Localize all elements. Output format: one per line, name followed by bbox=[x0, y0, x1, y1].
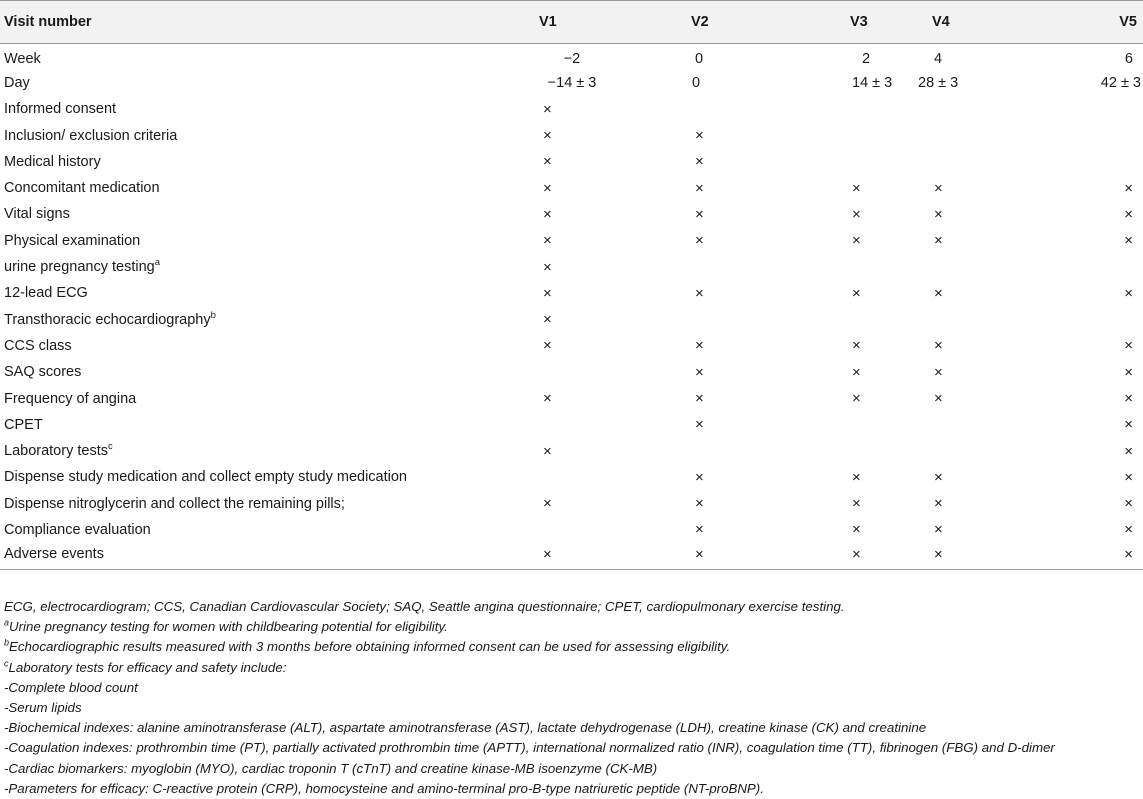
footnote-b-text: Echocardiographic results measured with 3 months before obtaining informed consent can be used for assessing eligibility. bbox=[9, 639, 731, 655]
visit-v5-cell bbox=[1080, 385, 1143, 411]
visit-v2-cell bbox=[628, 175, 794, 201]
visit-v4-cell bbox=[890, 306, 1080, 332]
visit-v2-cell bbox=[628, 464, 794, 490]
visit-v1-cell bbox=[520, 254, 628, 280]
visit-v1-cell bbox=[520, 201, 628, 227]
lab-item: -Biochemical indexes: alanine aminotransferase (ALT), aspartate aminotransferase (AST), lactate dehydrogenase (LDH), creatine kinase (CK) and creatinine bbox=[4, 720, 927, 736]
visit-v2-cell bbox=[628, 491, 794, 517]
assessment-label bbox=[0, 149, 520, 175]
day-v5: 42 ± 3 bbox=[1100, 74, 1141, 91]
visit-v5-cell bbox=[1080, 280, 1143, 306]
performed-mark: × bbox=[695, 495, 704, 513]
lab-item: -Parameters for efficacy: C-reactive protein (CRP), homocysteine and amino-terminal pro-B-type natriuretic peptide (NT-proBNP). bbox=[4, 780, 764, 796]
visit-v3-cell bbox=[794, 385, 890, 411]
visit-v5-cell bbox=[1080, 254, 1143, 280]
assessment-label-text: Frequency of angina bbox=[4, 390, 137, 407]
visit-v5-cell bbox=[1080, 359, 1143, 385]
performed-mark: × bbox=[852, 495, 861, 513]
performed-mark: × bbox=[543, 153, 552, 171]
table-row bbox=[0, 96, 1143, 122]
performed-mark: × bbox=[934, 468, 943, 486]
performed-mark: × bbox=[852, 284, 861, 302]
performed-mark: × bbox=[695, 363, 704, 381]
footnote-marker: b bbox=[210, 309, 216, 321]
performed-mark: × bbox=[934, 521, 943, 539]
footnote-c-mark: c bbox=[4, 658, 9, 669]
table-row bbox=[0, 438, 1143, 464]
performed-mark: × bbox=[695, 153, 704, 171]
performed-mark: × bbox=[1124, 284, 1133, 302]
performed-mark: × bbox=[852, 390, 861, 407]
table-row bbox=[0, 517, 1143, 543]
table-row bbox=[0, 385, 1143, 411]
assessment-label-text: Inclusion/ exclusion criteria bbox=[4, 127, 178, 144]
performed-mark: × bbox=[934, 284, 943, 302]
table-row bbox=[0, 412, 1143, 438]
visit-v2-cell bbox=[628, 359, 794, 385]
visit-v3-cell bbox=[794, 412, 890, 438]
visit-v4-cell bbox=[890, 438, 1080, 464]
day-v2: 0 bbox=[692, 74, 701, 91]
assessment-label bbox=[0, 543, 520, 569]
lab-item: -Coagulation indexes: prothrombin time (PT), partially activated prothrombin time (APTT), international normalized ratio (INR), coagulation time (TT), fibrinogen (FBG) and D-dimer bbox=[4, 740, 1055, 756]
visit-v1-cell bbox=[520, 464, 628, 490]
assessment-label-text: Medical history bbox=[4, 153, 101, 170]
visit-v3-cell bbox=[794, 175, 890, 201]
assessment-label bbox=[0, 438, 520, 464]
performed-mark: × bbox=[934, 232, 943, 250]
performed-mark: × bbox=[1124, 468, 1133, 486]
day-v1: −14 ± 3 bbox=[547, 74, 597, 91]
visit-v4-cell bbox=[890, 543, 1080, 569]
visit-v4-cell bbox=[890, 464, 1080, 490]
visit-v2-cell bbox=[628, 201, 794, 227]
visit-v4-cell bbox=[890, 333, 1080, 359]
performed-mark: × bbox=[1124, 442, 1133, 460]
table-header bbox=[0, 1, 1143, 44]
table-row bbox=[0, 280, 1143, 306]
assessment-label bbox=[0, 175, 520, 201]
visit-v2-cell bbox=[628, 280, 794, 306]
visit-v1-cell bbox=[520, 438, 628, 464]
day-row bbox=[0, 70, 1143, 96]
performed-mark: × bbox=[543, 232, 552, 250]
visit-v3-cell bbox=[794, 96, 890, 122]
assessment-label bbox=[0, 491, 520, 517]
visit-v2-cell bbox=[628, 306, 794, 332]
performed-mark: × bbox=[1124, 416, 1133, 434]
visit-v4-cell bbox=[890, 359, 1080, 385]
assessment-label bbox=[0, 306, 520, 332]
performed-mark: × bbox=[852, 337, 861, 355]
week-v5: 6 bbox=[1124, 51, 1133, 68]
performed-mark: × bbox=[543, 284, 552, 302]
footnote-c bbox=[4, 658, 1134, 678]
visit-v5-cell bbox=[1080, 491, 1143, 517]
performed-mark: × bbox=[852, 363, 861, 381]
table-row bbox=[0, 254, 1143, 280]
performed-mark: × bbox=[1124, 179, 1133, 197]
performed-mark: × bbox=[695, 205, 704, 223]
assessment-label-text: Dispense nitroglycerin and collect the remaining pills; bbox=[4, 495, 345, 512]
assessment-label-text: Vital signs bbox=[4, 206, 70, 223]
visit-v5-cell bbox=[1080, 412, 1143, 438]
performed-mark: × bbox=[543, 258, 552, 276]
table-row bbox=[0, 122, 1143, 148]
week-v3: 2 bbox=[862, 51, 871, 68]
abbreviations-note: ECG, electrocardiogram; CCS, Canadian Cardiovascular Society; SAQ, Seattle angina questionnaire; CPET, cardiopulmonary exercise testing. bbox=[4, 599, 845, 614]
visit-v5-cell bbox=[1080, 122, 1143, 148]
visit-v4-cell bbox=[890, 491, 1080, 517]
table-row bbox=[0, 543, 1143, 569]
day-label: Day bbox=[4, 74, 30, 91]
performed-mark: × bbox=[1124, 390, 1133, 407]
visit-v3-cell bbox=[794, 122, 890, 148]
performed-mark: × bbox=[934, 205, 943, 223]
day-v3: 14 ± 3 bbox=[852, 74, 893, 91]
visit-v5-cell bbox=[1080, 517, 1143, 543]
day-v4: 28 ± 3 bbox=[918, 74, 959, 91]
footnote-marker: c bbox=[107, 441, 113, 453]
assessment-label bbox=[0, 517, 520, 543]
visit-v1-cell bbox=[520, 96, 628, 122]
assessment-label bbox=[0, 385, 520, 411]
footnote-a-text: Urine pregnancy testing for women with childbearing potential for eligibility. bbox=[9, 619, 448, 635]
assessment-label-text: CCS class bbox=[4, 337, 72, 354]
visit-v2-cell bbox=[628, 517, 794, 543]
assessment-label-text: SAQ scores bbox=[4, 364, 82, 381]
performed-mark: × bbox=[695, 337, 704, 355]
visit-v5-cell bbox=[1080, 438, 1143, 464]
assessment-label-text: Adverse events bbox=[4, 546, 104, 563]
visit-v4-cell bbox=[890, 96, 1080, 122]
footnote-b bbox=[4, 637, 1134, 657]
visit-v1-cell bbox=[520, 543, 628, 569]
performed-mark: × bbox=[695, 232, 704, 250]
performed-mark: × bbox=[934, 179, 943, 197]
visit-v4-cell bbox=[890, 254, 1080, 280]
visit-v3-cell bbox=[794, 306, 890, 332]
visit-v5-cell bbox=[1080, 175, 1143, 201]
visit-v1-cell bbox=[520, 306, 628, 332]
footnote-a bbox=[4, 617, 1134, 637]
table-row bbox=[0, 201, 1143, 227]
assessment-label-text: Transthoracic echocardiography bbox=[4, 311, 211, 328]
week-v4: 4 bbox=[934, 51, 943, 68]
visit-v5-cell bbox=[1080, 201, 1143, 227]
performed-mark: × bbox=[1124, 337, 1133, 355]
header-v5: V5 bbox=[1080, 1, 1143, 44]
visit-v1-cell bbox=[520, 175, 628, 201]
visit-v3-cell bbox=[794, 438, 890, 464]
performed-mark: × bbox=[543, 337, 552, 355]
visit-v4-cell bbox=[890, 280, 1080, 306]
assessment-label-text: urine pregnancy testing bbox=[4, 259, 155, 276]
lab-item: -Cardiac biomarkers: myoglobin (MYO), cardiac troponin T (cTnT) and creatine kinase-MB isoenzyme (CK-MB) bbox=[4, 760, 658, 776]
table-row bbox=[0, 333, 1143, 359]
performed-mark: × bbox=[934, 390, 943, 407]
assessment-label bbox=[0, 96, 520, 122]
performed-mark: × bbox=[543, 495, 552, 513]
visit-v2-cell bbox=[628, 412, 794, 438]
performed-mark: × bbox=[852, 205, 861, 223]
performed-mark: × bbox=[695, 545, 704, 563]
visit-v3-cell bbox=[794, 149, 890, 175]
visit-v3-cell bbox=[794, 333, 890, 359]
assessment-label-text: Physical examination bbox=[4, 232, 141, 249]
table-row bbox=[0, 491, 1143, 517]
footnote-marker: a bbox=[154, 257, 161, 269]
header-v1: V1 bbox=[520, 1, 628, 44]
assessment-label-text: CPET bbox=[4, 416, 43, 433]
visit-v2-cell bbox=[628, 96, 794, 122]
header-v4: V4 bbox=[890, 1, 1080, 44]
visit-v4-cell bbox=[890, 517, 1080, 543]
visit-v5-cell bbox=[1080, 228, 1143, 254]
visit-v3-cell bbox=[794, 228, 890, 254]
visit-v4-cell bbox=[890, 175, 1080, 201]
visit-v1-cell bbox=[520, 412, 628, 438]
assessment-label bbox=[0, 201, 520, 227]
table-row bbox=[0, 175, 1143, 201]
visit-v1-cell bbox=[520, 491, 628, 517]
performed-mark: × bbox=[695, 416, 704, 434]
performed-mark: × bbox=[1124, 232, 1133, 250]
week-label: Week bbox=[4, 51, 41, 68]
performed-mark: × bbox=[695, 468, 704, 486]
visit-v4-cell bbox=[890, 201, 1080, 227]
visit-v4-cell bbox=[890, 122, 1080, 148]
visit-v2-cell bbox=[628, 385, 794, 411]
performed-mark: × bbox=[543, 127, 552, 145]
visit-v2-cell bbox=[628, 228, 794, 254]
visit-v2-cell bbox=[628, 543, 794, 569]
visit-v1-cell bbox=[520, 280, 628, 306]
visit-v3-cell bbox=[794, 517, 890, 543]
performed-mark: × bbox=[543, 311, 552, 329]
assessment-label bbox=[0, 333, 520, 359]
performed-mark: × bbox=[543, 545, 552, 563]
performed-mark: × bbox=[934, 495, 943, 513]
performed-mark: × bbox=[543, 205, 552, 223]
header-v2: V2 bbox=[628, 1, 794, 44]
header-row bbox=[0, 1, 1143, 44]
visit-v5-cell bbox=[1080, 543, 1143, 569]
performed-mark: × bbox=[695, 390, 704, 407]
assessment-label-text: 12-lead ECG bbox=[4, 285, 88, 302]
visit-v1-cell bbox=[520, 517, 628, 543]
assessment-label bbox=[0, 254, 520, 280]
performed-mark: × bbox=[543, 100, 552, 118]
table-row bbox=[0, 464, 1143, 490]
table-footnotes bbox=[4, 597, 1134, 799]
assessment-label bbox=[0, 228, 520, 254]
visit-v2-cell bbox=[628, 149, 794, 175]
performed-mark: × bbox=[1124, 495, 1133, 513]
visit-v1-cell bbox=[520, 149, 628, 175]
assessment-label-text: Concomitant medication bbox=[4, 180, 160, 197]
visit-v3-cell bbox=[794, 464, 890, 490]
visit-v2-cell bbox=[628, 254, 794, 280]
visit-v3-cell bbox=[794, 359, 890, 385]
performed-mark: × bbox=[852, 468, 861, 486]
performed-mark: × bbox=[852, 179, 861, 197]
week-row bbox=[0, 44, 1143, 70]
performed-mark: × bbox=[543, 179, 552, 197]
performed-mark: × bbox=[543, 442, 552, 460]
visit-v3-cell bbox=[794, 280, 890, 306]
footnote-b-mark: b bbox=[4, 637, 10, 648]
performed-mark: × bbox=[852, 232, 861, 250]
visit-v4-cell bbox=[890, 228, 1080, 254]
visit-v2-cell bbox=[628, 438, 794, 464]
footnote-a-mark: a bbox=[4, 617, 10, 628]
lab-item: -Complete blood count bbox=[4, 679, 138, 695]
visit-v5-cell bbox=[1080, 149, 1143, 175]
performed-mark: × bbox=[1124, 521, 1133, 539]
visit-v1-cell bbox=[520, 359, 628, 385]
visit-v2-cell bbox=[628, 122, 794, 148]
performed-mark: × bbox=[934, 337, 943, 355]
visit-v1-cell bbox=[520, 333, 628, 359]
visit-v1-cell bbox=[520, 228, 628, 254]
performed-mark: × bbox=[695, 127, 704, 145]
assessment-label bbox=[0, 359, 520, 385]
footnote-c-text: Laboratory tests for efficacy and safety include: bbox=[8, 659, 287, 675]
performed-mark: × bbox=[543, 390, 552, 407]
performed-mark: × bbox=[695, 521, 704, 539]
week-v2: 0 bbox=[695, 51, 704, 68]
visit-v4-cell bbox=[890, 385, 1080, 411]
visit-v3-cell bbox=[794, 543, 890, 569]
table-row bbox=[0, 359, 1143, 385]
visit-v3-cell bbox=[794, 254, 890, 280]
visit-v5-cell bbox=[1080, 96, 1143, 122]
lab-item: -Serum lipids bbox=[4, 700, 82, 716]
performed-mark: × bbox=[1124, 545, 1133, 563]
performed-mark: × bbox=[934, 545, 943, 563]
performed-mark: × bbox=[1124, 363, 1133, 381]
performed-mark: × bbox=[1124, 205, 1133, 223]
visit-v3-cell bbox=[794, 491, 890, 517]
visit-v4-cell bbox=[890, 412, 1080, 438]
performed-mark: × bbox=[852, 545, 861, 563]
assessment-label bbox=[0, 122, 520, 148]
visit-v5-cell bbox=[1080, 333, 1143, 359]
assessment-label-text: Dispense study medication and collect empty study medication bbox=[4, 469, 407, 486]
table-row bbox=[0, 149, 1143, 175]
visit-v1-cell bbox=[520, 122, 628, 148]
performed-mark: × bbox=[852, 521, 861, 539]
assessment-label-text: Informed consent bbox=[4, 101, 117, 118]
visit-v5-cell bbox=[1080, 306, 1143, 332]
visit-v5-cell bbox=[1080, 464, 1143, 490]
assessment-label bbox=[0, 464, 520, 490]
assessment-label-text: Compliance evaluation bbox=[4, 521, 151, 538]
week-v1: −2 bbox=[563, 51, 581, 68]
visit-v2-cell bbox=[628, 333, 794, 359]
performed-mark: × bbox=[695, 284, 704, 302]
assessment-label bbox=[0, 412, 520, 438]
visit-v3-cell bbox=[794, 201, 890, 227]
table-body bbox=[0, 44, 1143, 570]
assessment-label bbox=[0, 280, 520, 306]
assessment-label-text: Laboratory tests bbox=[4, 443, 108, 460]
visit-v1-cell bbox=[520, 385, 628, 411]
table-row bbox=[0, 228, 1143, 254]
table-row bbox=[0, 306, 1143, 332]
visit-v4-cell bbox=[890, 149, 1080, 175]
header-v3: V3 bbox=[794, 1, 890, 44]
performed-mark: × bbox=[934, 363, 943, 381]
header-visit-number: Visit number bbox=[0, 1, 520, 44]
performed-mark: × bbox=[695, 179, 704, 197]
